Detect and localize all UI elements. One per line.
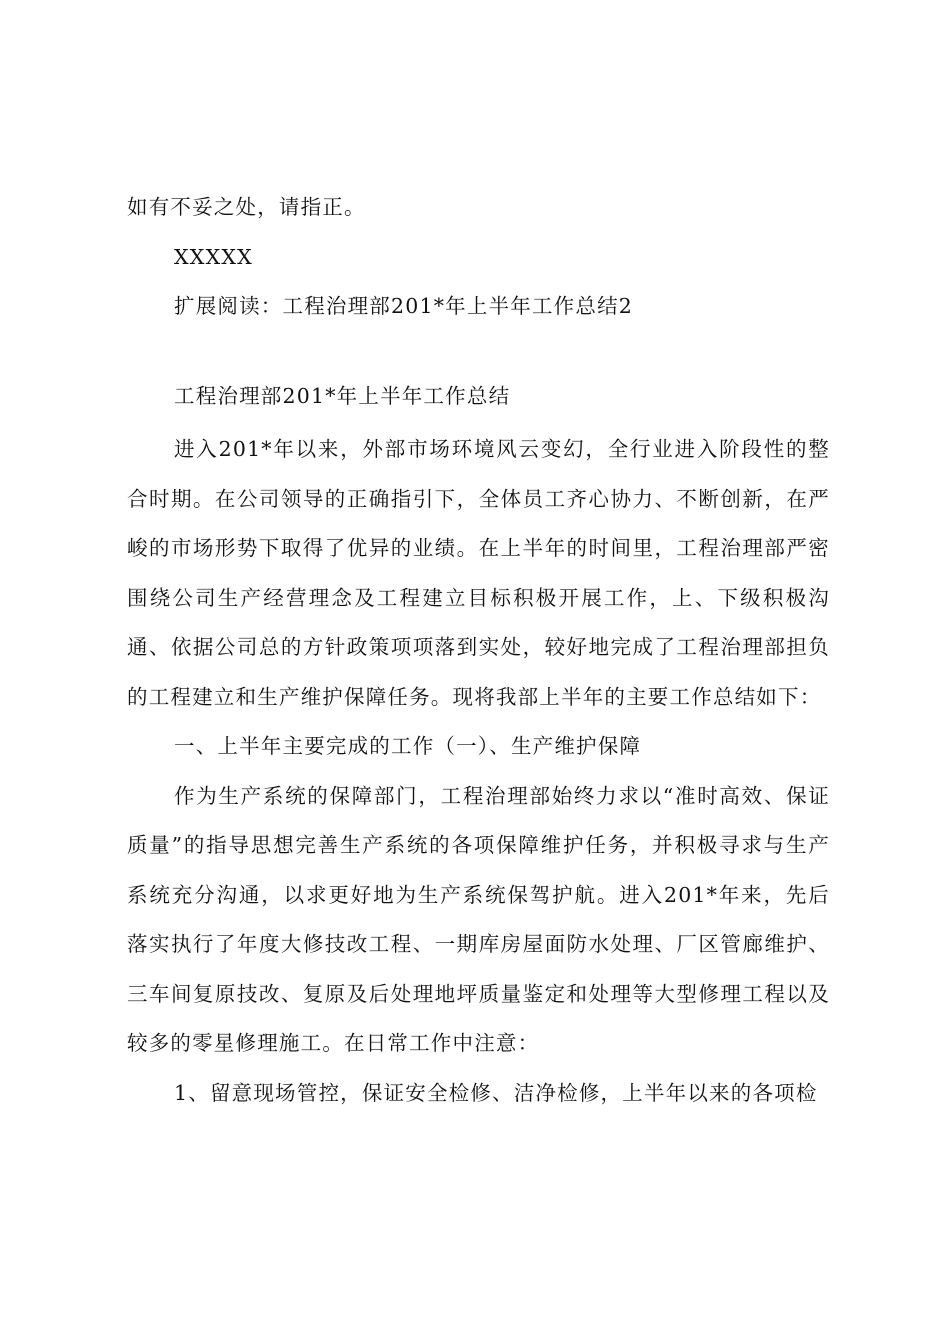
paragraph-maintenance: 作为生产系统的保障部门，工程治理部始终力求以“准时高效、保证质量”的指导思想完善生产系统的各项保障维护任务，并积极寻求与生产系统充分沟通，以求更好地为生产系统保驾护航。进入201*年来，先后落实执行了年度大修技改工程、一期库房屋面防水处理、厂区管廊维护、三车间复原技改、复原及后处理地坪质量鉴定和处理等大型修理工程以及较多的零星修理施工。在日常工作中注意： <box>127 783 830 1055</box>
document-body <box>127 187 830 1118</box>
section-heading: 一、上半年主要完成的工作（一）、生产维护保障 <box>174 734 642 758</box>
extended-reading-heading: 扩展阅读：工程治理部201*年上半年工作总结2 <box>174 294 634 318</box>
paragraph-item-1: 1、留意现场管控，保证安全检修、洁净检修，上半年以来的各项检 <box>174 1080 818 1105</box>
closing-line: 如有不妥之处，请指正。 <box>127 195 366 219</box>
document-title: 工程治理部201*年上半年工作总结 <box>174 383 511 408</box>
signature: XXXXX <box>174 244 253 269</box>
blank-gap <box>127 336 830 376</box>
paragraph-intro: 进入201*年以来，外部市场环境风云变幻，全行业进入阶段性的整合时期。在公司领导的正确指引下，全体员工齐心协力、不断创新，在严峻的市场形势下取得了优异的业绩。在上半年的时间里，工程治理部严密围绕公司生产经营理念及工程建立目标积极开展工作，上、下级积极沟通、依据公司总的方针政策项项落到实处，较好地完成了工程治理部担负的工程建立和生产维护保障任务。现将我部上半年的主要工作总结如下： <box>127 437 830 709</box>
